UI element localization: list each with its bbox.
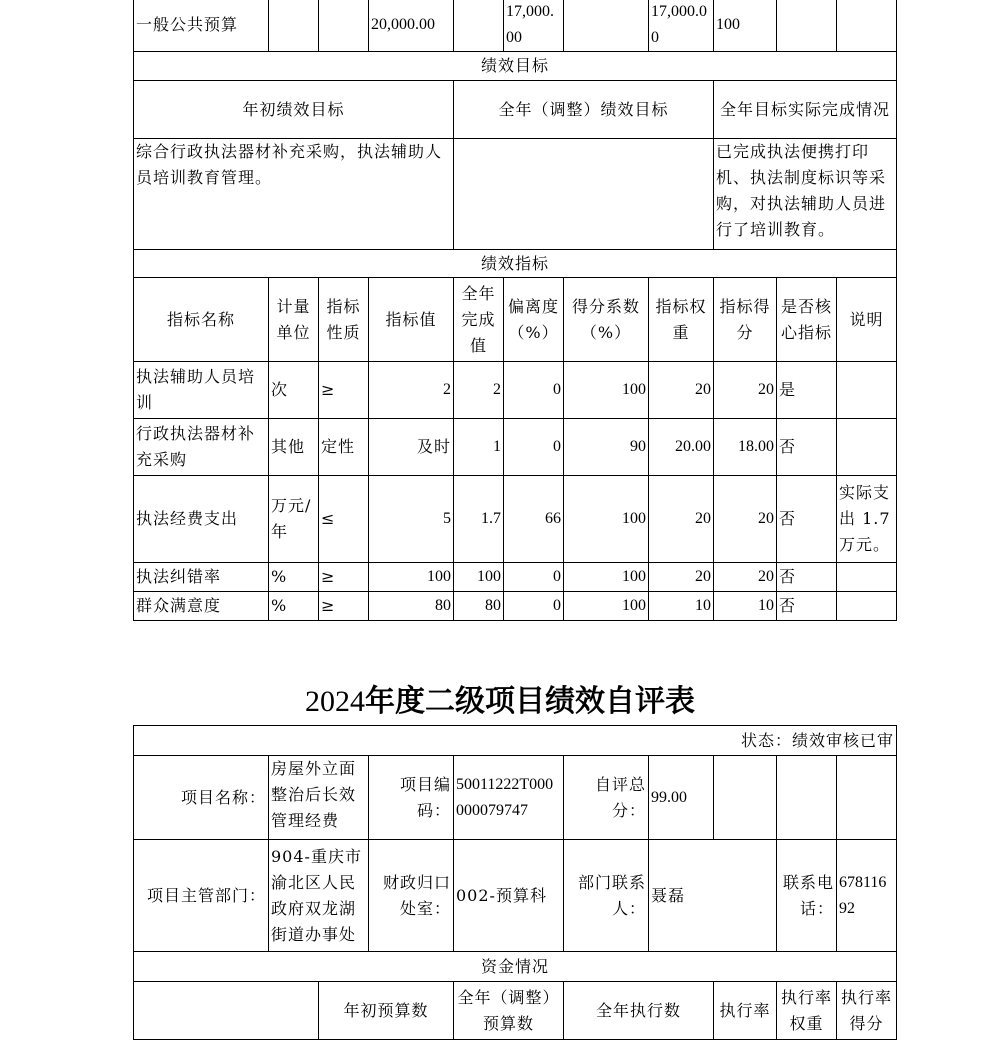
dept-label: 项目主管部门： [134,840,269,952]
project-name-label: 项目名称： [134,756,269,840]
indicator-column-headers [134,278,897,362]
goal-adjusted-text [454,139,714,250]
title-year: 2024 [305,685,365,718]
table-row: 执法辅助人员培训 次 ≥ 2 2 0 100 20 20 是 [134,362,897,419]
self-score-label: 自评总分： [564,756,649,840]
col-header: 计量单位 [269,278,319,362]
funds-header: 资金情况 [134,952,897,982]
col-header: 指标值 [369,278,454,362]
col-header: 全年完成值 [454,278,504,362]
performance-table [133,0,897,621]
title-text: 年度二级项目绩效自评表 [365,684,695,719]
goal-initial-text: 综合行政执法器材补充采购，执法辅助人员培训教育管理。 [134,139,454,250]
status-badge: 状态：绩效审核已审 [134,726,897,756]
col-header: 是否核心指标 [777,278,837,362]
budget-adjusted: 17,000.00 [504,0,564,52]
funds-col-header: 全年执行数 [564,982,714,1040]
budget-rate: 100 [714,0,777,52]
table-row: 执法纠错率 % ≥ 100 100 0 100 20 20 否 [134,563,897,592]
project-name: 房屋外立面整治后长效管理经费 [269,756,369,840]
page-title [0,676,1000,720]
project-code: 50011222T000000079747 [454,756,564,840]
col-header: 说明 [837,278,897,362]
col-header: 偏离度（%） [504,278,564,362]
funds-col-header: 执行率得分 [837,982,897,1040]
table-row: 群众满意度 % ≥ 80 80 0 100 10 10 否 [134,592,897,621]
finance: 002-预算科 [454,840,564,952]
goal-header-adjusted: 全年（调整）绩效目标 [454,81,714,139]
phone-label: 联系电话： [777,840,837,952]
col-header: 得分系数（%） [564,278,649,362]
funds-col-header: 执行率权重 [777,982,837,1040]
funds-col-header: 执行率 [714,982,777,1040]
col-header: 指标名称 [134,278,269,362]
contact-label: 部门联系人： [564,840,649,952]
goal-header-actual: 全年目标实际完成情况 [714,81,897,139]
budget-row [134,0,897,52]
goal-actual-text: 已完成执法便携打印机、执法制度标识等采购，对执法辅助人员进行了培训教育。 [714,139,897,250]
phone: 67811692 [837,840,897,952]
self-score: 99.00 [649,756,714,840]
project-info-table [133,725,897,1040]
contact: 聂磊 [649,840,777,952]
col-header: 指标性质 [319,278,369,362]
budget-executed: 17,000.00 [649,0,714,52]
finance-label: 财政归口处室： [369,840,454,952]
col-header: 指标权重 [649,278,714,362]
budget-label: 一般公共预算 [134,0,269,52]
table-row: 执法经费支出 万元/年 ≤ 5 1.7 66 100 20 20 否 实际支出 1.7 万元。 [134,476,897,563]
project-code-label: 项目编码： [369,756,454,840]
funds-col-header: 年初预算数 [319,982,454,1040]
perf-goal-header: 绩效目标 [134,52,897,81]
indicator-header: 绩效指标 [134,250,897,278]
dept: 904-重庆市渝北区人民政府双龙湖街道办事处 [269,840,369,952]
funds-col-header: 全年（调整）预算数 [454,982,564,1040]
col-header: 指标得分 [714,278,777,362]
budget-initial: 20,000.00 [369,0,454,52]
goal-header-initial: 年初绩效目标 [134,81,454,139]
table-row: 行政执法器材补充采购 其他 定性 及时 1 0 90 20.00 18.00 否 [134,419,897,476]
